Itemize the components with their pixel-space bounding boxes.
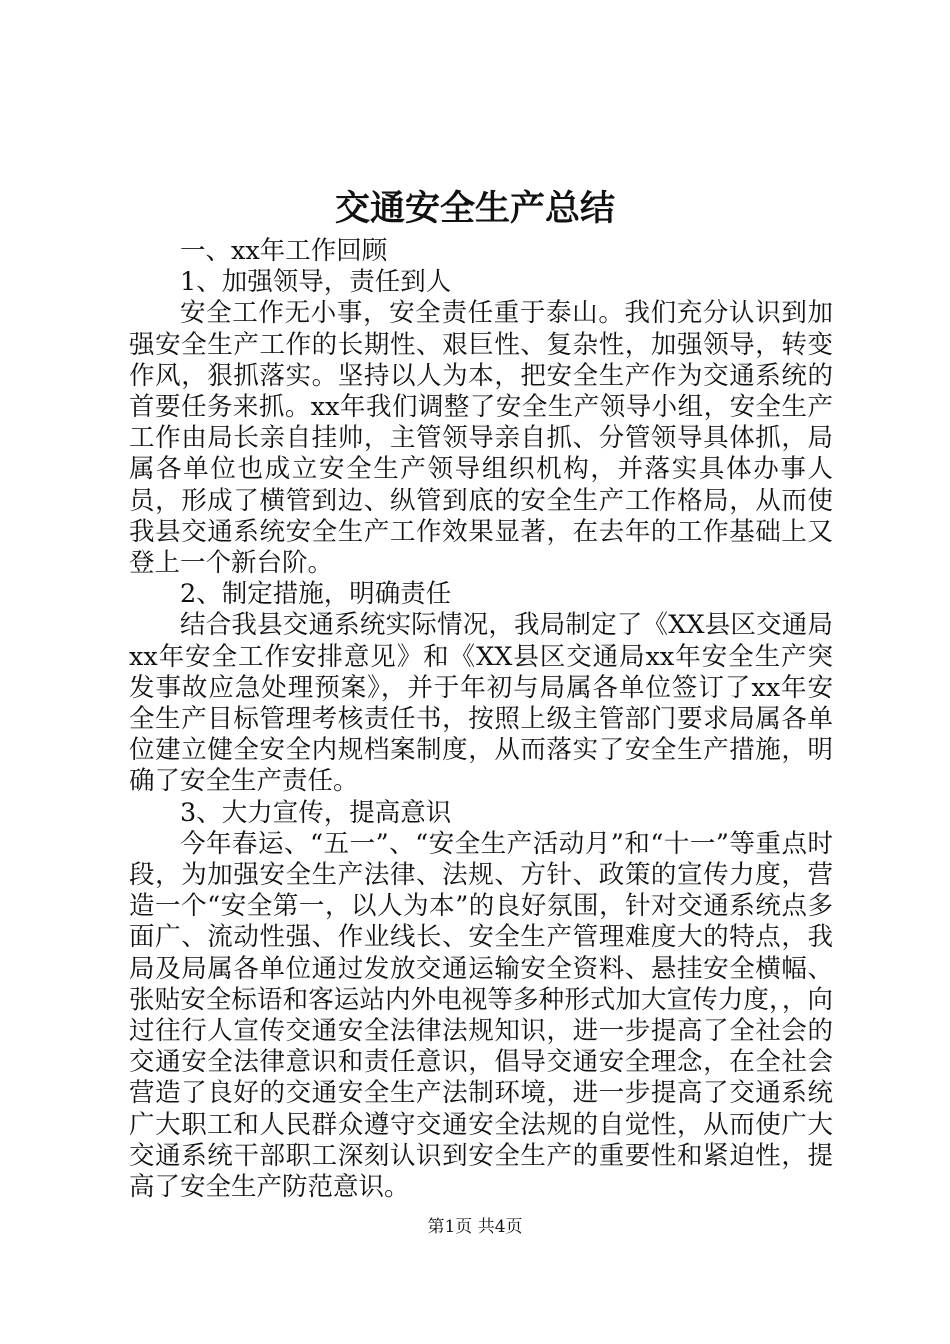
subheading-leadership: 1、加强领导，责任到人	[180, 267, 452, 298]
section-heading-review: 一、xx年工作回顾	[180, 236, 388, 266]
document-title: 交通安全生产总结	[334, 188, 615, 229]
paragraph-measures: 结合我县交通系统实际情况，我局制定了《XX县区交通局xx年安全工作安排意见》和《XX县区交通局xx年安全生产突发事故应急处理预案》，并于年初与局属各单位签订了xx年安全生产目标管理考核责任书，按照上级主管部门要求局属各单位建立健全安全内规档案制度，从而落实了安全生产措施，明确了安全生产责任。	[129, 610, 833, 797]
document-body	[129, 236, 833, 1203]
paragraph-publicity: 今年春运、“五一”、“安全生产活动月”和“十一”等重点时段，为加强安全生产法律、法规、方针、政策的宣传力度，营造一个“安全第一，以人为本”的良好氛围，针对交通系统点多面广、流动性强、作业线长、安全生产管理难度大的特点，我局及局属各单位通过发放交通运输安全资料、悬挂安全横幅、张贴安全标语和客运站内外电视等多种形式加大宣传力度，，向过往行人宣传交通安全法律法规知识，进一步提高了全社会的交通安全法律意识和责任意识，倡导交通安全理念，在全社会营造了良好的交通安全生产法制环境，进一步提高了交通系统广大职工和人民群众遵守交通安全法规的自觉性，从而使广大交通系统干部职工深刻认识到安全生产的重要性和紧迫性，提高了安全生产防范意识。	[129, 828, 833, 1203]
paragraph-leadership: 安全工作无小事，安全责任重于泰山。我们充分认识到加强安全生产工作的长期性、艰巨性、复杂性，加强领导，转变作风，狠抓落实。坚持以人为本，把安全生产作为交通系统的首要任务来抓。xx年我们调整了安全生产领导小组，安全生产工作由局长亲自挂帅，主管领导亲自抓、分管领导具体抓，局属各单位也成立安全生产领导组织机构，并落实具体办事人员，形成了横管到边、纵管到底的安全生产工作格局，从而使我县交通系统安全生产工作效果显著，在去年的工作基础上又登上一个新台阶。	[129, 298, 833, 579]
page-footer: 第1页 共4页	[427, 1217, 523, 1237]
subheading-measures: 2、制定措施，明确责任	[180, 579, 452, 610]
subheading-publicity: 3、大力宣传，提高意识	[180, 797, 452, 828]
